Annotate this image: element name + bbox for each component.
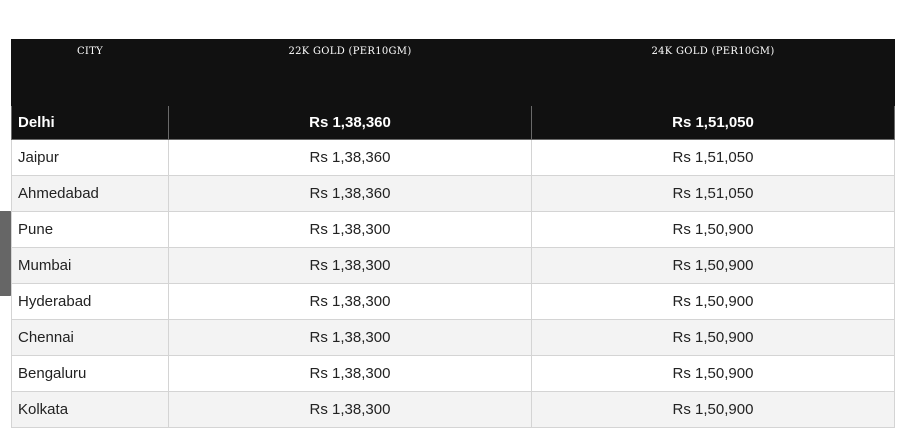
gold22-cell: Rs 1,38,360 — [169, 106, 532, 140]
city-cell: Chennai — [12, 320, 169, 356]
table-row — [12, 284, 895, 320]
city-cell: Mumbai — [12, 248, 169, 284]
gold24-cell: Rs 1,51,050 — [532, 140, 895, 176]
gold24-cell: Rs 1,50,900 — [532, 392, 895, 428]
gold22-cell: Rs 1,38,300 — [169, 392, 532, 428]
table-header-row — [12, 40, 895, 106]
table-row — [12, 356, 895, 392]
table-row-delhi — [12, 106, 895, 140]
header-city: CITY — [12, 40, 169, 106]
city-cell: Delhi — [12, 106, 169, 140]
gold24-cell: Rs 1,50,900 — [532, 320, 895, 356]
table-row — [12, 176, 895, 212]
gold24-cell: Rs 1,51,050 — [532, 106, 895, 140]
gold24-cell: Rs 1,50,900 — [532, 248, 895, 284]
gold22-cell: Rs 1,38,300 — [169, 212, 532, 248]
city-cell: Jaipur — [12, 140, 169, 176]
table-row — [12, 392, 895, 428]
table-row — [12, 212, 895, 248]
city-cell: Kolkata — [12, 392, 169, 428]
city-cell: Pune — [12, 212, 169, 248]
city-cell: Bengaluru — [12, 356, 169, 392]
gold24-cell: Rs 1,51,050 — [532, 176, 895, 212]
gold24-cell: Rs 1,50,900 — [532, 212, 895, 248]
gold22-cell: Rs 1,38,300 — [169, 356, 532, 392]
gold22-cell: Rs 1,38,300 — [169, 248, 532, 284]
gold22-cell: Rs 1,38,300 — [169, 284, 532, 320]
header-24k-gold: 24K GOLD (PER10GM) — [532, 40, 895, 106]
city-cell: Ahmedabad — [12, 176, 169, 212]
table-row — [12, 248, 895, 284]
table-row — [12, 320, 895, 356]
city-cell: Hyderabad — [12, 284, 169, 320]
gold22-cell: Rs 1,38,360 — [169, 176, 532, 212]
gold22-cell: Rs 1,38,360 — [169, 140, 532, 176]
gold24-cell: Rs 1,50,900 — [532, 284, 895, 320]
gold22-cell: Rs 1,38,300 — [169, 320, 532, 356]
gold24-cell: Rs 1,50,900 — [532, 356, 895, 392]
header-22k-gold: 22K GOLD (PER10GM) — [169, 40, 532, 106]
table-row — [12, 140, 895, 176]
gold-rates-table — [11, 39, 895, 428]
